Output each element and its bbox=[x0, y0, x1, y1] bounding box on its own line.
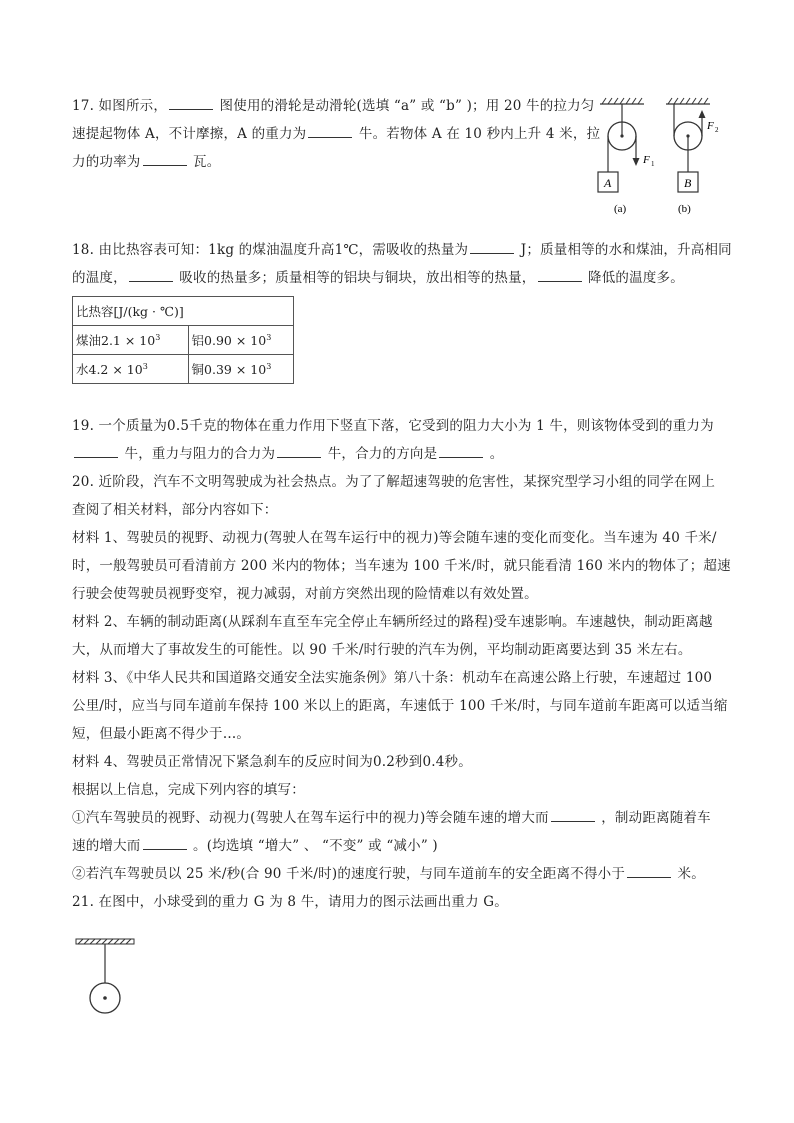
material-3: 材料 3、《中华人民共和国道路交通安全法实施条例》第八十条：机动车在高速公路上行驶，车速超过 100 bbox=[72, 670, 713, 686]
material-2: 大，从而增大了事故发生的可能性。以 90 千米/时行驶的汽车为例，平均制动距离要达到 35 米左右。 bbox=[72, 642, 692, 658]
q18-text: 的温度， bbox=[72, 270, 127, 286]
q20-text: 20. 近阶段，汽车不文明驾驶成为社会热点。为了了解超速驾驶的危害性，某探究型学习小组的同学在网上 bbox=[72, 474, 716, 490]
q19-text: 牛，合力的方向是 bbox=[323, 446, 438, 462]
answer-blank[interactable] bbox=[74, 441, 118, 458]
q21-text: 21. 在图中，小球受到的重力 G 为 8 牛，请用力的图示法画出重力 G。 bbox=[72, 894, 508, 910]
material-3: 短，但最小距离不得少于…。 bbox=[72, 726, 251, 742]
pulley-figure bbox=[594, 96, 734, 226]
question-20 bbox=[72, 468, 731, 888]
table-header: 比热容[J/(kg · ℃)] bbox=[73, 297, 294, 326]
q19-text: 。 bbox=[485, 446, 504, 462]
svg-text:(b): (b) bbox=[678, 203, 691, 215]
q20-text: ②若汽车驾驶员以 25 米/秒(合 90 千米/时)的速度行驶，与同车道前车的安全距离不得小于 bbox=[72, 866, 626, 882]
q17-text: 瓦。 bbox=[188, 154, 221, 170]
specific-heat-table bbox=[72, 296, 294, 384]
q17-text: 牛。若物体 A 在 10 秒内上升 4 米，拉 bbox=[354, 126, 601, 142]
material-1: 行驶会使驾驶员视野变窄，视力减弱，对前方突然出现的险情难以有效处置。 bbox=[72, 586, 538, 602]
table-cell: 铜$0.39 \times 10^3$ bbox=[188, 355, 293, 384]
answer-blank[interactable] bbox=[143, 149, 187, 166]
ceiling-c bbox=[76, 939, 134, 944]
table-cell: 煤油$2.1 \times 10^3$ bbox=[73, 326, 189, 355]
material-2: 材料 2、车辆的制动距离(从踩刹车直至车完全停止车辆所经过的路程)受车速影响。车速越快，制动距离越 bbox=[72, 614, 713, 630]
q19-text: 牛，重力与阻力的合力为 bbox=[120, 446, 276, 462]
answer-blank[interactable] bbox=[277, 441, 321, 458]
q20-instruction: 根据以上信息，完成下列内容的填写： bbox=[72, 782, 305, 798]
q18-text: 降低的温度多。 bbox=[583, 270, 684, 286]
q20-text: ①汽车驾驶员的视野、动视力(驾驶人在驾车运行中的视力)等会随车速的增大而 bbox=[72, 810, 549, 826]
svg-text:F: F bbox=[707, 120, 714, 132]
answer-blank[interactable] bbox=[627, 861, 671, 878]
q18-text: J；质量相等的水和煤油，升高相同 bbox=[516, 242, 732, 258]
answer-blank[interactable] bbox=[470, 237, 514, 254]
answer-blank[interactable] bbox=[439, 441, 483, 458]
q17-text: 图使用的滑轮是动滑轮(选填 “a” 或 “b” )；用 20 牛的拉力匀 bbox=[215, 98, 595, 114]
svg-text:1: 1 bbox=[651, 160, 655, 168]
svg-text:F: F bbox=[643, 154, 650, 166]
q20-text: 。(均选填 “增大” 、 “不变” 或 “减小” ) bbox=[188, 838, 438, 854]
q20-text: ，制动距离随着车 bbox=[596, 810, 711, 826]
q17-text: 力的功率为 bbox=[72, 154, 141, 170]
hanging-ball-figure bbox=[70, 936, 150, 1026]
q17-text: 17. 如图所示， bbox=[72, 98, 168, 114]
q20-text: 速的增大而 bbox=[72, 838, 141, 854]
answer-blank[interactable] bbox=[143, 833, 187, 850]
question-19 bbox=[72, 412, 722, 468]
material-1: 时，一般驾驶员可看清前方 200 米内的物体；当车速为 100 千米/时，就只能看清 160 米内的物体了；超速 bbox=[72, 558, 731, 574]
q20-text: 米。 bbox=[673, 866, 705, 882]
q17-text: 速提起物体 A，不计摩擦，A 的重力为 bbox=[72, 126, 307, 142]
question-21 bbox=[72, 888, 722, 916]
answer-blank[interactable] bbox=[129, 265, 173, 282]
answer-blank[interactable] bbox=[538, 265, 582, 282]
svg-text:2: 2 bbox=[715, 126, 719, 134]
ceiling-a bbox=[600, 98, 644, 104]
table-cell: 铝$0.90 \times 10^3$ bbox=[188, 326, 293, 355]
q19-text: 19. 一个质量为0.5千克的物体在重力作用下竖直下落，它受到的阻力大小为 1 牛，则该物体受到的重力为 bbox=[72, 418, 714, 434]
svg-text:(a): (a) bbox=[614, 203, 627, 215]
q18-text: 吸收的热量多；质量相等的铝块与铜块，放出相等的热量， bbox=[174, 270, 536, 286]
material-3: 公里/时，应当与同车道前车保持 100 米以上的距离，车速低于 100 千米/时，与同车道前车距离可以适当缩 bbox=[72, 698, 728, 714]
svg-text:B: B bbox=[684, 176, 692, 190]
ceiling-b bbox=[666, 98, 710, 104]
q18-text: 18. 由比热容表可知：1kg 的煤油温度升高1℃，需吸收的热量为 bbox=[72, 242, 469, 258]
material-1: 材料 1、驾驶员的视野、动视力(驾驶人在驾车运行中的视力)等会随车速的变化而变化。当车速为 40 千米/ bbox=[72, 530, 717, 546]
material-4: 材料 4、驾驶员正常情况下紧急刹车的反应时间为0.2秒到0.4秒。 bbox=[72, 754, 472, 770]
answer-blank[interactable] bbox=[551, 805, 595, 822]
answer-blank[interactable] bbox=[308, 121, 352, 138]
table-cell: 水$4.2 \times 10^3$ bbox=[73, 355, 189, 384]
svg-text:A: A bbox=[604, 176, 612, 190]
answer-blank[interactable] bbox=[169, 93, 213, 110]
q20-text: 查阅了相关材料，部分内容如下： bbox=[72, 502, 278, 518]
question-18 bbox=[72, 236, 732, 292]
